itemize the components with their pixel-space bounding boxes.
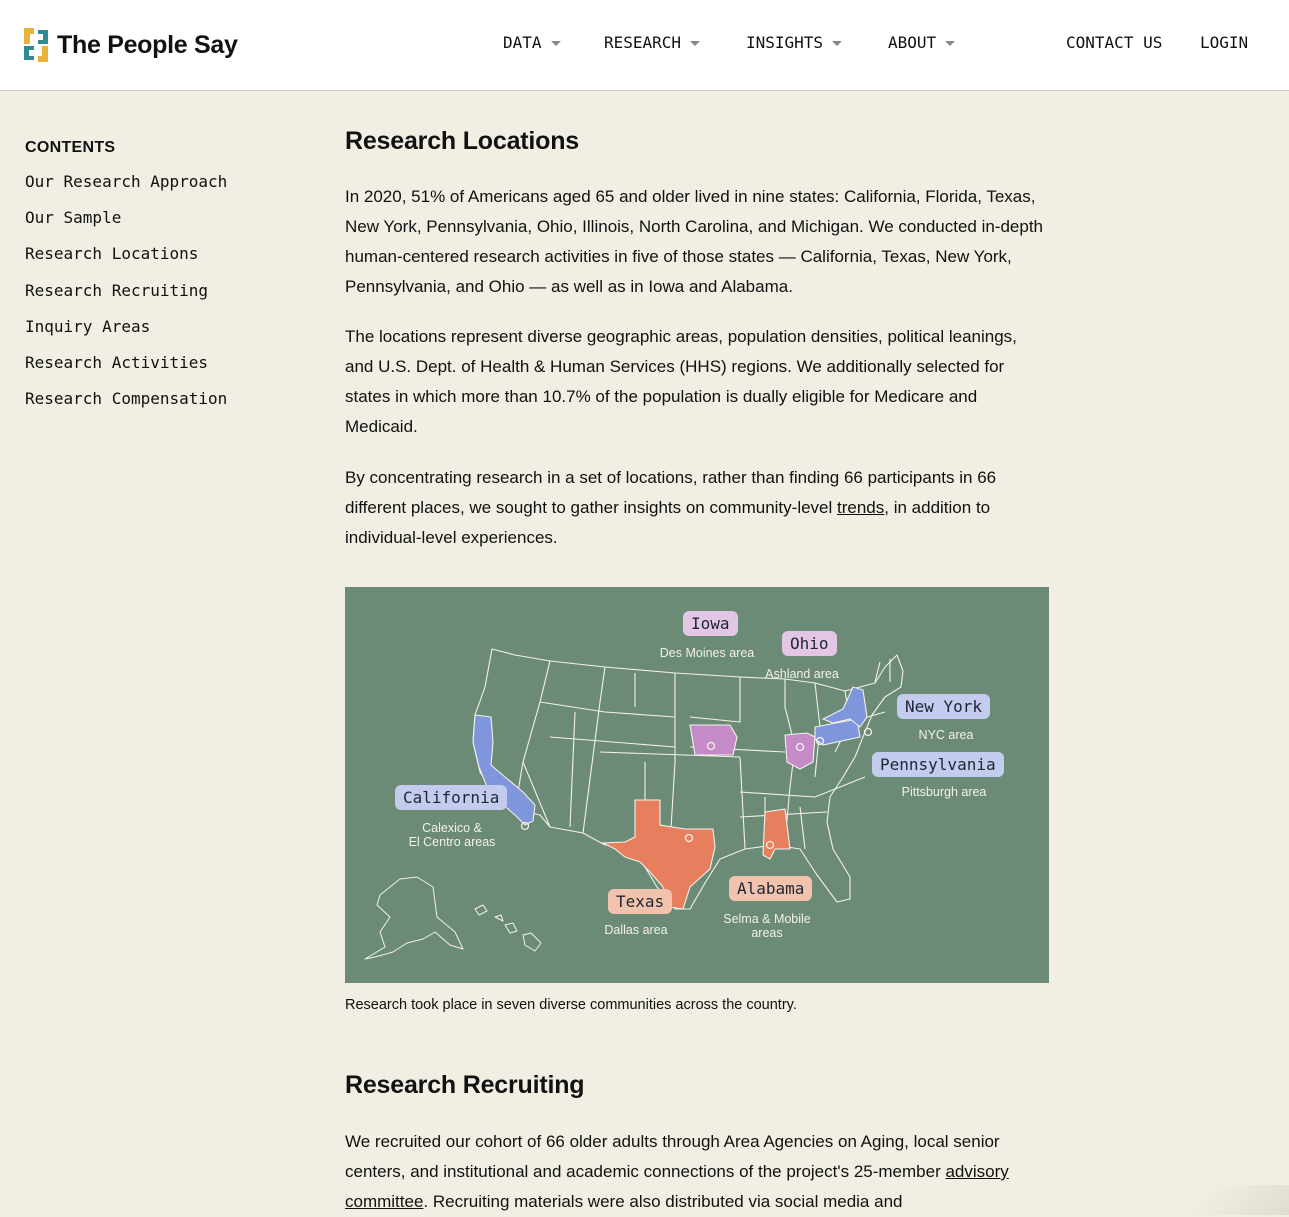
recruiting-paragraph-1 [345, 1127, 1049, 1217]
california-label: California [395, 785, 507, 810]
iowa-sub-label: Des Moines area [659, 646, 755, 660]
chevron-down-icon [551, 41, 561, 46]
toc-item-research-activities[interactable]: Research Activities [25, 352, 209, 372]
recruiting-paragraph-1-text-end: . Recruiting materials were also distributed via social media and [423, 1192, 903, 1211]
texas-pin-icon [686, 835, 693, 842]
locations-paragraph-2: The locations represent diverse geographic areas, population densities, political leanings, and U.S. Dept. of Health & Human Services (HHS) regions. We additionally selected for states in which more than 10.7% of the population is dually eligible for Medicare and Medicaid. [345, 327, 1017, 436]
new-york-label: New York [897, 694, 990, 719]
nav-research[interactable] [604, 33, 700, 52]
ohio-pin-icon [797, 744, 804, 751]
pennsylvania-label: Pennsylvania [872, 752, 1004, 777]
alabama-sub-line-1: Selma & Mobile [723, 912, 811, 926]
new-york-sub-label: NYC area [918, 728, 974, 742]
alaska-hawaii [365, 877, 541, 959]
table-of-contents [25, 139, 227, 423]
locations-paragraph-3 [345, 463, 1049, 553]
nav-insights[interactable] [746, 33, 842, 52]
toc-item-our-research-approach[interactable]: Our Research Approach [25, 172, 228, 191]
pennsylvania-pin-icon [817, 738, 824, 745]
toc-item-inquiry-areas[interactable]: Inquiry Areas [25, 316, 151, 336]
nav-about[interactable] [888, 33, 955, 52]
contact-us-link[interactable]: CONTACT US [1066, 33, 1163, 52]
locations-paragraph-3-text-end: , in addition to individual-level experiences. [345, 498, 991, 547]
iowa-label: Iowa [683, 611, 738, 636]
ohio-sub-label: Ashland area [765, 667, 839, 681]
toc-item-research-locations[interactable]: Research Locations [25, 244, 199, 264]
ohio-label: Ohio [782, 631, 837, 656]
alabama-pin-icon [767, 842, 774, 849]
california-sub-line-1: Calexico & [422, 821, 482, 835]
alabama-sub-line-2: areas [751, 926, 783, 940]
map-caption: Research took place in seven diverse communities across the country. [345, 997, 797, 1013]
logo-icon [24, 28, 48, 62]
recruiting-paragraph-1-text: We recruited our cohort of 66 older adults through Area Agencies on Aging, local senior centers, and institutional and academic connections of the project's 25-member [345, 1132, 1000, 1181]
site-logo[interactable] [24, 28, 238, 62]
nav-data[interactable] [503, 33, 561, 52]
chevron-down-icon [832, 41, 842, 46]
california-sub-label [409, 821, 496, 849]
site-header [0, 0, 1289, 91]
alabama-label: Alabama [729, 876, 812, 901]
nav-research-label: RESEARCH [604, 33, 682, 52]
locations-paragraph-3-text: By concentrating research in a set of locations, rather than finding 66 participants in 66 different places, we sought to gather insights on community-level [345, 468, 997, 517]
chevron-down-icon [945, 41, 955, 46]
nav-data-label: DATA [503, 33, 542, 52]
iowa-pin-icon [708, 743, 715, 750]
research-locations-heading: Research Locations [345, 127, 579, 155]
trends-link[interactable]: trends [837, 498, 885, 517]
new-york-pin-icon [865, 729, 872, 736]
advisory-committee-link[interactable]: advisory committee [345, 1162, 1009, 1211]
california-pin-icon [522, 823, 529, 830]
login-link[interactable]: LOGIN [1200, 33, 1249, 52]
alabama-state [763, 809, 790, 859]
texas-label: Texas [608, 889, 672, 914]
research-recruiting-heading: Research Recruiting [345, 1071, 585, 1099]
toc-item-research-recruiting[interactable]: Research Recruiting [25, 280, 209, 300]
research-locations-map [345, 587, 1049, 983]
chevron-down-icon [690, 41, 700, 46]
toc-item-our-sample[interactable]: Our Sample [25, 208, 122, 228]
page-corner-shadow [1139, 1185, 1289, 1215]
nav-insights-label: INSIGHTS [746, 33, 824, 52]
texas-sub-label: Dallas area [604, 923, 668, 937]
nav-about-label: ABOUT [888, 33, 937, 52]
toc-title: CONTENTS [25, 139, 116, 156]
locations-paragraph-1: In 2020, 51% of Americans aged 65 and older lived in nine states: California, Florida, Texas, New York, Pennsylvania, Ohio, Illinois, North Carolina, and Michigan. We conducted in-depth human-centered research activities in five of those states — California, Texas, New York, Pennsylvania, and Ohio — as well as in Iowa and Alabama. [345, 187, 1044, 296]
logo-text: The People Say [57, 30, 238, 59]
alabama-sub-label [723, 912, 811, 940]
toc-item-research-compensation[interactable]: Research Compensation [25, 389, 228, 409]
california-sub-line-2: El Centro areas [408, 835, 496, 849]
pennsylvania-sub-label: Pittsburgh area [901, 785, 987, 799]
iowa-state [690, 725, 737, 755]
